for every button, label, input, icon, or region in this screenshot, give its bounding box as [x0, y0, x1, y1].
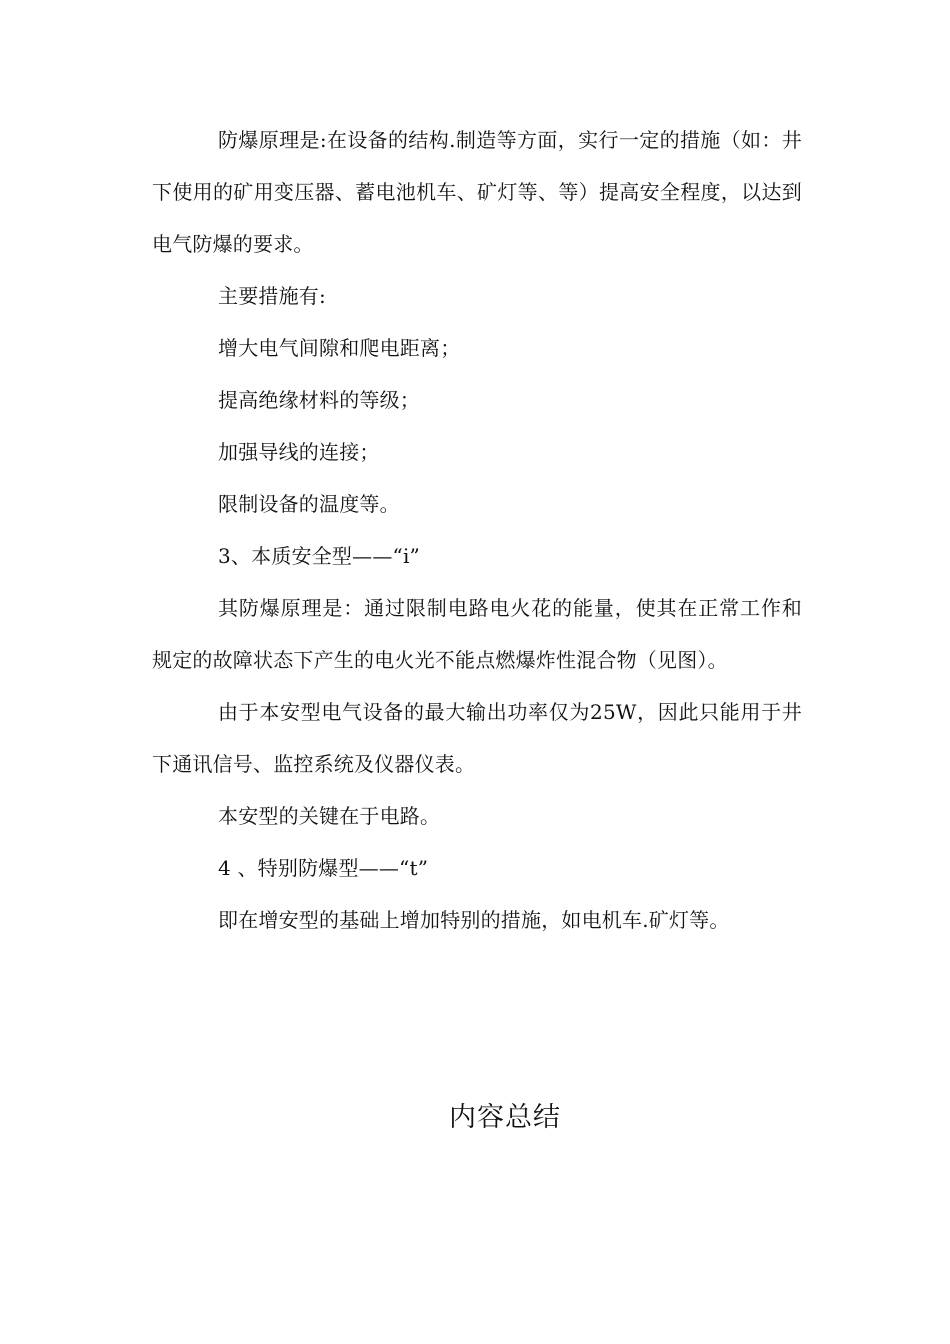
paragraph-main-measures-heading: 主要措施有: — [218, 284, 326, 308]
section-heading-special-type: 4 、特别防爆型——“t” — [218, 856, 429, 880]
document-body — [152, 114, 802, 946]
list-item-temperature: 限制设备的温度等。 — [218, 492, 400, 516]
paragraph-special-measures: 即在增安型的基础上增加特别的措施，如电机车.矿灯等。 — [218, 908, 730, 932]
list-item-clearance: 增大电气间隙和爬电距离； — [218, 336, 461, 360]
section-heading-intrinsic-safety: 3、本质安全型——“i” — [218, 544, 420, 568]
list-item-insulation: 提高绝缘材料的等级； — [218, 388, 420, 412]
list-item-wire-connection: 加强导线的连接； — [218, 440, 380, 464]
paragraph-intrinsic-principle: 其防爆原理是：通过限制电路电火花的能量，使其在正常工作和规定的故障状态下产生的电火光不能点燃爆炸性混合物（见图）。 — [152, 596, 802, 672]
summary-title: 内容总结 — [449, 1102, 561, 1133]
paragraph-circuit-key: 本安型的关键在于电路。 — [218, 804, 441, 828]
paragraph-explosion-principle: 防爆原理是:在设备的结构.制造等方面，实行一定的措施（如：井下使用的矿用变压器、蓄电池机车、矿灯等、等）提高安全程度，以达到电气防爆的要求。 — [152, 128, 802, 256]
paragraph-power-limit: 由于本安型电气设备的最大输出功率仅为25W，因此只能用于井下通讯信号、监控系统及仪器仪表。 — [152, 700, 802, 776]
